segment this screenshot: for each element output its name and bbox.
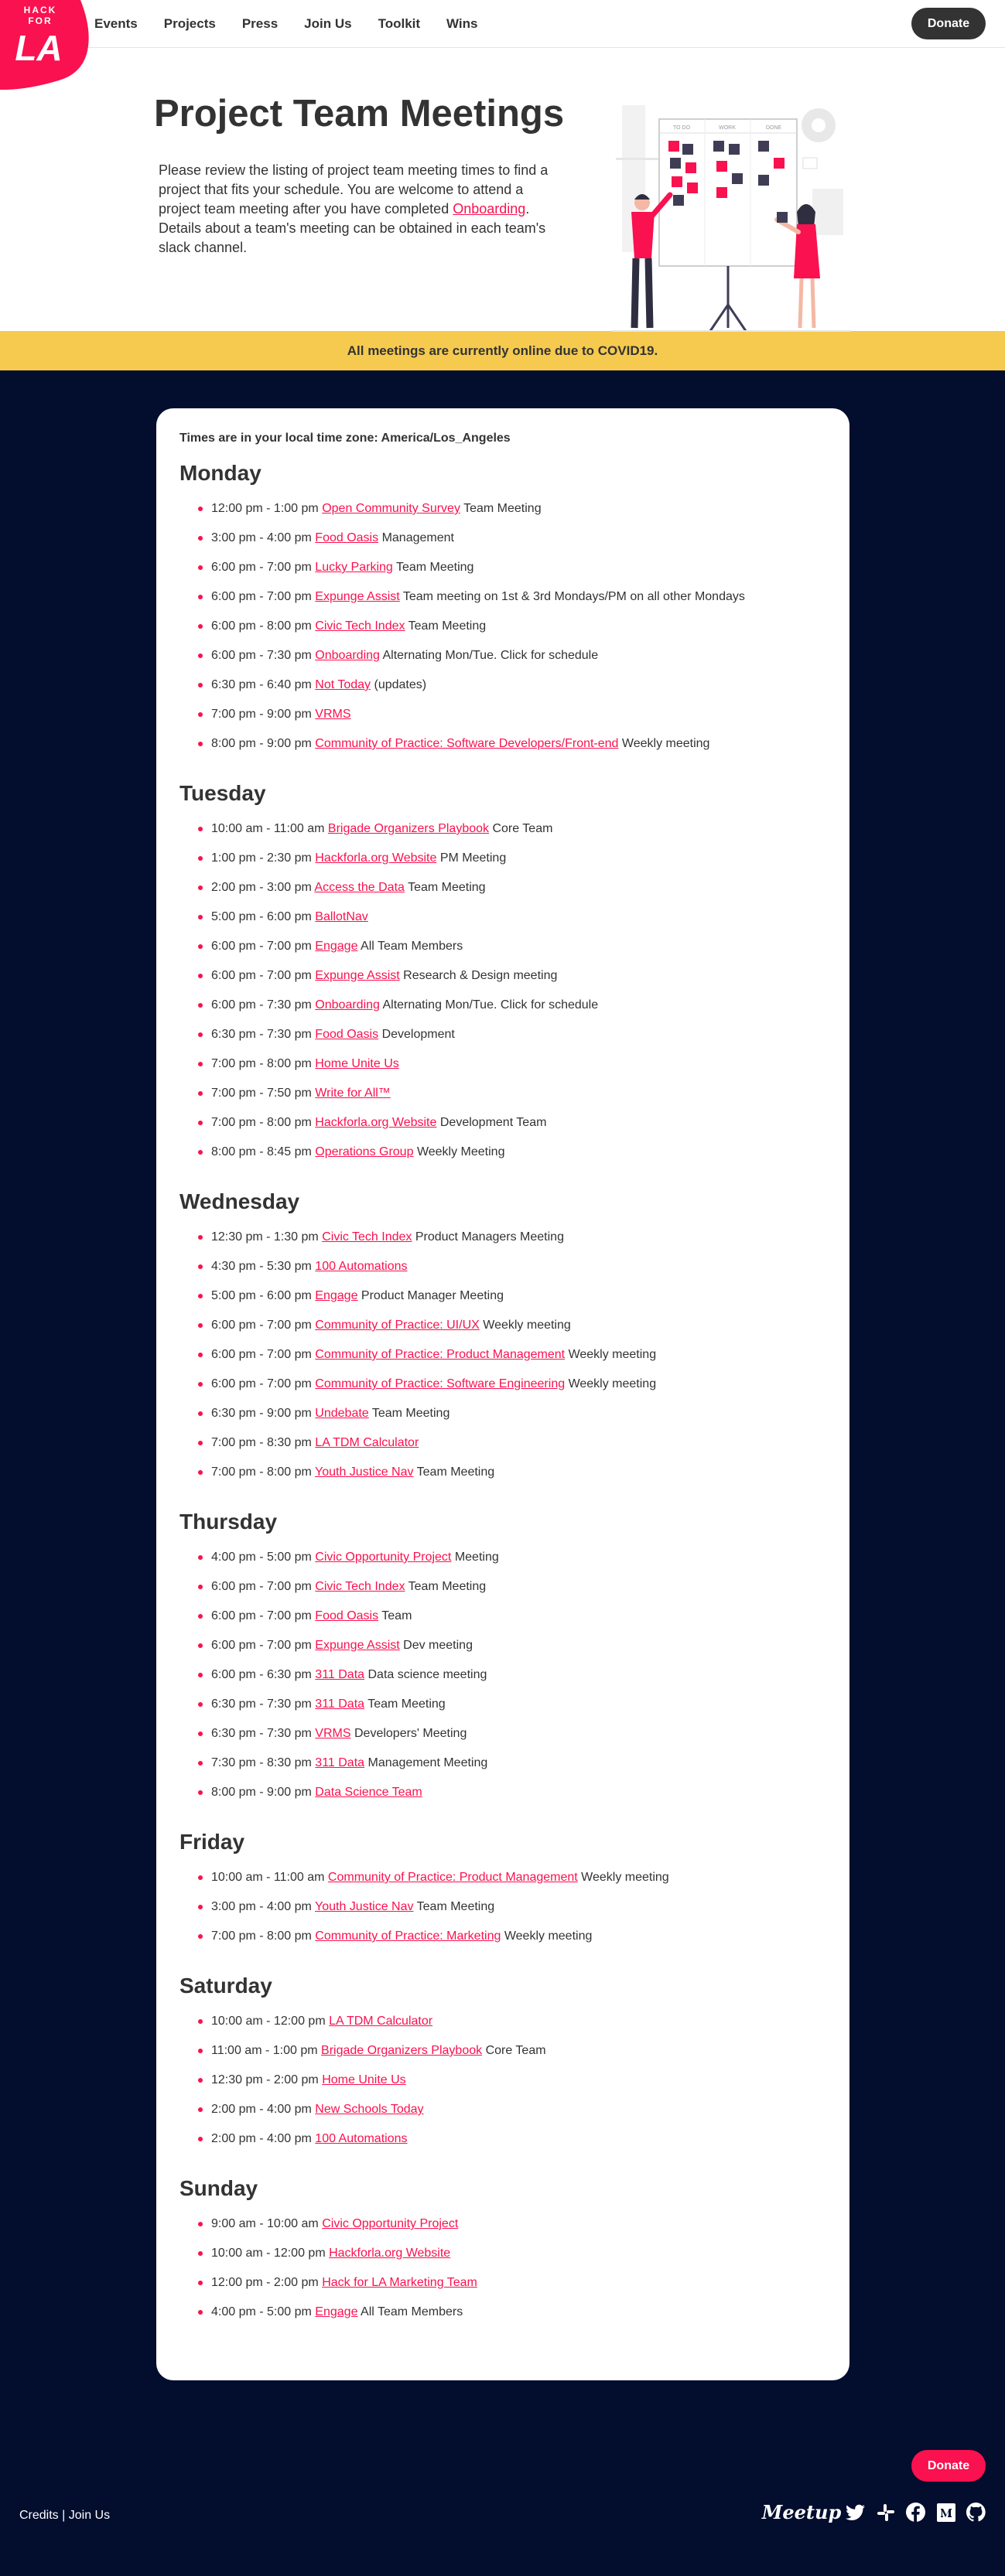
intro-text [159,161,561,258]
meeting-item [179,1377,826,1406]
meeting-time: 12:30 pm - 2:00 pm [211,2073,319,2086]
meeting-list [179,2216,826,2334]
project-link[interactable]: Engage [315,940,358,953]
meeting-item [179,1465,826,1494]
meeting-item [179,736,826,766]
meeting-list [179,1550,826,1814]
nav-toolkit[interactable]: Toolkit [378,16,421,31]
project-link[interactable]: 311 Data [315,1697,365,1711]
project-link[interactable]: Community of Practice: Software Engineering [315,1377,566,1390]
meeting-item [179,851,826,880]
meeting-time: 7:30 pm - 8:30 pm [211,1756,312,1769]
project-link[interactable]: 100 Automations [315,2132,408,2145]
top-nav [0,0,1005,68]
project-link[interactable]: BallotNav [315,910,368,923]
meeting-item [179,707,826,736]
meeting-time: 6:00 pm - 7:00 pm [211,1377,312,1390]
board-column-work: WORK [719,125,736,131]
meeting-time: 3:00 pm - 4:00 pm [211,1900,312,1913]
meeting-description: Developers' Meeting [354,1727,467,1740]
meeting-time: 3:00 pm - 4:00 pm [211,531,312,544]
day-thursday [179,1510,826,1814]
meeting-description: Weekly Meeting [416,1145,505,1158]
project-link[interactable]: VRMS [315,708,351,721]
meeting-list [179,2014,826,2161]
day-wednesday [179,1189,826,1494]
project-link[interactable]: Expunge Assist [315,590,400,603]
meeting-time: 6:00 pm - 7:30 pm [211,649,312,662]
meeting-item [179,648,826,677]
project-link[interactable]: Not Today [315,678,371,691]
intro-text-before: Please review the listing of project team meeting times to find a project that fits your schedule. You are welcome to attend a project team meeting after you have completed [159,162,549,217]
logo-line1: HACK [23,5,57,15]
meeting-description: Weekly meeting [568,1377,657,1390]
meeting-description: Alternating Mon/Tue. Click for schedule [382,649,599,662]
meeting-time: 2:00 pm - 3:00 pm [211,881,312,894]
day-heading: Monday [179,461,262,485]
meeting-time: 6:00 pm - 6:30 pm [211,1668,312,1681]
project-link[interactable]: 311 Data [315,1756,365,1769]
project-link[interactable]: Expunge Assist [315,1639,400,1652]
project-link[interactable]: Data Science Team [315,1786,422,1799]
project-link[interactable]: Youth Justice Nav [315,1900,414,1913]
meetup-icon[interactable]: Meetup [761,2501,842,2523]
meeting-time: 12:30 pm - 1:30 pm [211,1230,319,1244]
project-link[interactable]: 311 Data [315,1668,365,1681]
meeting-time: 6:00 pm - 7:00 pm [211,590,312,603]
meeting-time: 7:00 pm - 8:00 pm [211,1116,312,1129]
medium-icon[interactable] [936,2503,955,2522]
meeting-description: Team Meeting [408,881,486,894]
footer-donate-button[interactable]: Donate [911,2450,986,2482]
meeting-list [179,1870,826,1958]
github-icon[interactable] [966,2503,986,2522]
meeting-time: 7:00 pm - 8:00 pm [211,1465,312,1479]
meeting-description: Team meeting on 1st & 3rd Mondays/PM on all other Mondays [402,590,745,603]
meeting-item [179,998,826,1027]
meeting-item [179,1785,826,1814]
days-list [179,461,826,2334]
project-link[interactable]: Civic Tech Index [315,1580,405,1593]
meeting-item [179,939,826,968]
meeting-time: 7:00 pm - 8:00 pm [211,1929,312,1943]
meeting-description: Meeting [454,1551,499,1564]
meeting-time: 4:00 pm - 5:00 pm [211,1551,312,1564]
meeting-time: 6:00 pm - 7:00 pm [211,1609,312,1622]
meeting-time: 12:00 pm - 2:00 pm [211,2276,319,2289]
footer [0,2446,1005,2576]
meeting-description: Team Meeting [416,1900,495,1913]
meeting-item [179,1899,826,1929]
credits-link[interactable]: Credits [19,2509,59,2522]
covid-banner: All meetings are currently online due to COVID19. [0,331,1005,370]
hero-section [0,48,1005,331]
meeting-item [179,1579,826,1609]
footer-separator: | [58,2509,69,2522]
nav-events[interactable]: Events [94,16,138,31]
meeting-description: Management [381,531,454,544]
day-tuesday [179,781,826,1174]
meeting-item [179,1870,826,1899]
meeting-description: Team Meeting [416,1465,495,1479]
meeting-item [179,821,826,851]
project-link[interactable]: Community of Practice: Software Developers/Front-end [315,737,619,750]
meeting-item [179,1347,826,1377]
meeting-time: 6:00 pm - 7:00 pm [211,940,312,953]
day-saturday [179,1974,826,2161]
meeting-description: Weekly meeting [483,1319,571,1332]
meeting-item [179,968,826,998]
meeting-item [179,1638,826,1667]
meeting-item [179,560,826,589]
meeting-item [179,1550,826,1579]
meeting-time: 5:00 pm - 6:00 pm [211,910,312,923]
meeting-item [179,1697,826,1726]
project-link[interactable]: Food Oasis [315,1609,379,1622]
meeting-time: 2:00 pm - 4:00 pm [211,2103,312,2116]
meeting-time: 6:00 pm - 7:30 pm [211,998,312,1012]
meeting-description: Team Meeting [395,561,474,574]
project-link[interactable]: Home Unite Us [315,1057,399,1070]
meeting-description: Core Team [492,822,553,835]
meeting-description: Product Manager Meeting [361,1289,504,1302]
meeting-item [179,1609,826,1638]
timezone-note: Times are in your local time zone: America/Los_Angeles [179,432,511,445]
project-link[interactable]: Community of Practice: UI/UX [315,1319,480,1332]
meeting-time: 10:00 am - 12:00 pm [211,2015,326,2028]
meeting-time: 4:00 pm - 5:00 pm [211,2305,312,2318]
meeting-time: 10:00 am - 11:00 am [211,1871,325,1884]
day-heading: Friday [179,1830,245,1854]
meeting-item [179,1435,826,1465]
meeting-description: Research & Design meeting [403,969,558,982]
meeting-time: 12:00 pm - 1:00 pm [211,502,319,515]
meeting-description: Team Meeting [367,1697,446,1711]
meeting-time: 7:00 pm - 7:50 pm [211,1087,312,1100]
day-monday [179,461,826,766]
meeting-item [179,1145,826,1174]
meeting-description: All Team Members [361,2305,463,2318]
project-link[interactable]: Operations Group [315,1145,414,1158]
day-heading: Sunday [179,2176,258,2200]
project-link[interactable]: Lucky Parking [315,561,393,574]
meeting-description: Team Meeting [408,619,487,633]
meeting-item [179,531,826,560]
donate-button[interactable]: Donate [911,8,986,39]
meeting-item [179,1230,826,1259]
day-heading: Tuesday [179,781,266,805]
meeting-item [179,2073,826,2102]
slack-icon[interactable] [876,2503,895,2522]
meeting-description: Weekly meeting [621,737,710,750]
meeting-description: Team Meeting [371,1407,450,1420]
meeting-time: 4:30 pm - 5:30 pm [211,1260,312,1273]
meeting-item [179,501,826,531]
project-link[interactable]: Open Community Survey [322,502,460,515]
meeting-item [179,1288,826,1318]
meeting-description: Management Meeting [367,1756,488,1769]
meeting-item [179,1755,826,1785]
project-link[interactable]: New Schools Today [315,2103,424,2116]
meeting-time: 9:00 am - 10:00 am [211,2217,319,2230]
meeting-description: Core Team [485,2044,546,2057]
meeting-time: 8:00 pm - 9:00 pm [211,1786,312,1799]
schedule-card [156,408,849,2380]
project-link[interactable]: Food Oasis [315,531,379,544]
project-link[interactable]: Community of Practice: Marketing [315,1929,501,1943]
nav-press[interactable]: Press [241,16,279,31]
meeting-time: 10:00 am - 11:00 am [211,822,325,835]
meeting-time: 1:00 pm - 2:30 pm [211,851,312,865]
footer-join-us-link[interactable]: Join Us [68,2509,111,2522]
meeting-time: 7:00 pm - 8:00 pm [211,1057,312,1070]
meeting-time: 8:00 pm - 8:45 pm [211,1145,312,1158]
meeting-item [179,880,826,909]
project-link[interactable]: Engage [315,2305,358,2318]
meeting-description: Alternating Mon/Tue. Click for schedule [382,998,599,1012]
meeting-description: Team Meeting [408,1580,487,1593]
board-column-done: DONE [765,125,782,131]
meeting-time: 2:00 pm - 4:00 pm [211,2132,312,2145]
meeting-item [179,1318,826,1347]
meeting-description: Weekly meeting [581,1871,669,1884]
meeting-description: Team [381,1609,412,1622]
meeting-item [179,2216,826,2246]
project-link[interactable]: Brigade Organizers Playbook [321,2044,483,2057]
project-link[interactable]: Onboarding [315,649,380,662]
project-link[interactable]: Access the Data [314,881,405,894]
meeting-item [179,1027,826,1056]
meeting-time: 6:30 pm - 9:00 pm [211,1407,312,1420]
project-link[interactable]: Home Unite Us [322,2073,406,2086]
project-link[interactable]: Community of Practice: Product Management [315,1348,566,1361]
meeting-item [179,619,826,648]
meeting-description: Weekly meeting [568,1348,657,1361]
project-link[interactable]: Community of Practice: Product Management [327,1871,578,1884]
meeting-item [179,1667,826,1697]
meeting-item [179,2102,826,2131]
project-link[interactable]: Brigade Organizers Playbook [327,822,490,835]
project-link[interactable]: Civic Tech Index [315,619,405,633]
meeting-item [179,1259,826,1288]
day-heading: Thursday [179,1510,278,1534]
project-link[interactable]: 100 Automations [315,1260,408,1273]
nav-projects[interactable]: Projects [163,16,216,31]
project-link[interactable]: LA TDM Calculator [315,1436,419,1449]
meeting-item [179,1406,826,1435]
social-links [761,2501,986,2523]
meeting-description: PM Meeting [439,851,507,865]
meeting-time: 6:00 pm - 8:00 pm [211,619,312,633]
project-link[interactable]: Expunge Assist [315,969,400,982]
meeting-item [179,677,826,707]
nav-join-us[interactable]: Join Us [304,16,352,31]
meeting-list [179,1230,826,1494]
meeting-time: 6:30 pm - 7:30 pm [211,1727,312,1740]
intro-text-after: . Details about a team's meeting can be obtained in each team's slack channel. [159,201,546,255]
meeting-item [179,1115,826,1145]
project-link[interactable]: Undebate [315,1407,369,1420]
project-link[interactable]: Civic Opportunity Project [322,2217,459,2230]
meeting-time: 6:00 pm - 7:00 pm [211,1319,312,1332]
project-link[interactable]: LA TDM Calculator [329,2015,433,2028]
meeting-time: 10:00 am - 12:00 pm [211,2247,326,2260]
meeting-item [179,1056,826,1086]
project-link[interactable]: Youth Justice Nav [315,1465,414,1479]
board-column-todo: TO DO [672,125,691,131]
meeting-item [179,2246,826,2275]
day-friday [179,1830,826,1958]
meeting-time: 5:00 pm - 6:00 pm [211,1289,312,1302]
meeting-description: (updates) [374,678,427,691]
day-heading: Wednesday [179,1189,300,1213]
meeting-item [179,2305,826,2334]
meeting-item [179,1086,826,1115]
project-link[interactable]: Hackforla.org Website [329,2247,451,2260]
meeting-list [179,501,826,766]
meeting-time: 6:30 pm - 7:30 pm [211,1697,312,1711]
project-link[interactable]: Hackforla.org Website [315,1116,437,1129]
project-link[interactable]: Hack for LA Marketing Team [322,2276,477,2289]
project-link[interactable]: VRMS [315,1727,351,1740]
meeting-description: Dev meeting [403,1639,473,1652]
meeting-time: 7:00 pm - 9:00 pm [211,708,312,721]
meeting-description: Product Managers Meeting [415,1230,564,1244]
meeting-item [179,2275,826,2305]
logo-mark: LA [15,28,63,68]
meeting-item [179,2131,826,2161]
meeting-time: 6:30 pm - 7:30 pm [211,1028,312,1041]
schedule-section [0,370,1005,2446]
meeting-time: 6:00 pm - 7:00 pm [211,969,312,982]
project-link[interactable]: Civic Tech Index [322,1230,412,1244]
meeting-item [179,1929,826,1958]
meeting-description: Team Meeting [463,502,542,515]
nav-wins[interactable]: Wins [446,16,478,31]
project-link[interactable]: Onboarding [315,998,380,1012]
project-link[interactable]: Engage [315,1289,358,1302]
meeting-item [179,909,826,939]
onboarding-link[interactable]: Onboarding [453,201,526,217]
main-menu [94,0,478,48]
meeting-time: 7:00 pm - 8:30 pm [211,1436,312,1449]
project-link[interactable]: Hackforla.org Website [315,851,437,865]
meeting-description: Data science meeting [367,1668,487,1681]
twitter-icon[interactable] [846,2503,865,2522]
meeting-time: 6:00 pm - 7:00 pm [211,561,312,574]
meeting-time: 6:00 pm - 7:00 pm [211,1580,312,1593]
meeting-item [179,1726,826,1755]
meeting-description: Development [381,1028,455,1041]
meeting-item [179,589,826,619]
meeting-list [179,821,826,1174]
meeting-item [179,2043,826,2073]
project-link[interactable]: Food Oasis [315,1028,379,1041]
meeting-time: 6:00 pm - 7:00 pm [211,1639,312,1652]
day-sunday [179,2176,826,2334]
page-title: Project Team Meetings [154,93,565,135]
day-heading: Saturday [179,1974,272,1998]
meeting-description: Weekly meeting [504,1929,593,1943]
logo-line2: FOR [28,15,53,26]
project-link[interactable]: Civic Opportunity Project [315,1551,452,1564]
meeting-time: 8:00 pm - 9:00 pm [211,737,312,750]
project-link[interactable]: Write for All™ [315,1087,391,1100]
meeting-time: 6:00 pm - 7:00 pm [211,1348,312,1361]
kanban-board-illustration [611,96,851,337]
meeting-description: Development Team [439,1116,547,1129]
meeting-item [179,2014,826,2043]
facebook-icon[interactable] [906,2503,925,2522]
meeting-description: All Team Members [361,940,463,953]
meeting-time: 6:30 pm - 6:40 pm [211,678,312,691]
meeting-time: 11:00 am - 1:00 pm [211,2044,318,2057]
